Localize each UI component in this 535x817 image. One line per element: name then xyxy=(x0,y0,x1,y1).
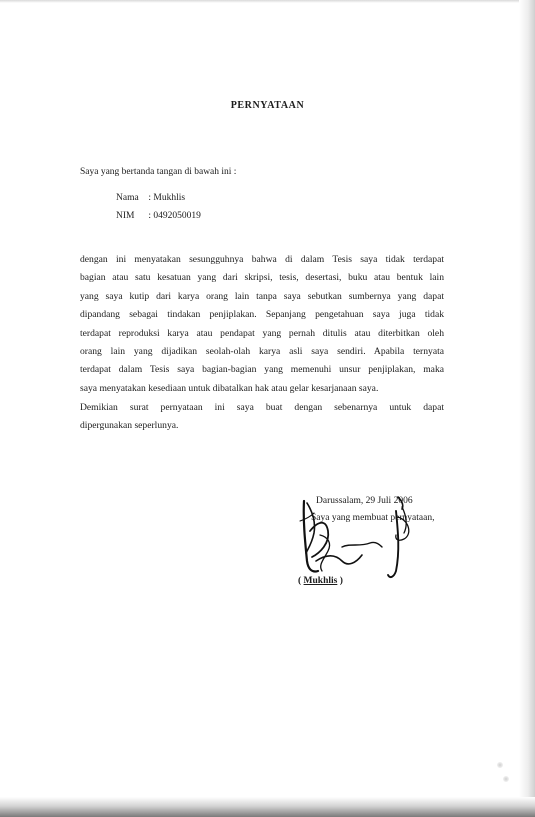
statement-paragraph xyxy=(80,251,444,398)
nim-value: : 0492050019 xyxy=(148,211,201,221)
name-value: : Mukhlis xyxy=(148,193,186,203)
statement-line: bagian atau satu kesatuan yang dari skripsi, tesis, desertasi, buku atau bentuk lain xyxy=(80,272,444,284)
nim-label: NIM xyxy=(116,211,135,221)
statement-line: yang saya kutip dari karya orang lain tanpa saya sebutkan sumbernya yang dapat xyxy=(80,290,444,302)
statement-line: terdapat dalam Tesis saya bagian-bagian yang memenuhi unsur penjiplakan, maka xyxy=(80,364,444,376)
signer-close-paren: ) xyxy=(337,576,343,586)
signer-open-paren: ( xyxy=(298,576,304,586)
name-label: Nama xyxy=(116,193,139,203)
signer-name: Mukhlis xyxy=(303,576,338,586)
signer-name-line xyxy=(298,576,343,586)
statement-line: dengan ini menyatakan sesungguhnya bahwa di dalam Tesis saya tidak terdapat xyxy=(80,254,444,265)
document-title: PERNYATAAN xyxy=(230,100,305,111)
closing-line: dipergunakan seperlunya. xyxy=(80,420,179,432)
intro-text: Saya yang bertanda tangan di bawah ini : xyxy=(80,167,237,177)
handwritten-signature xyxy=(298,491,448,581)
scan-smudge xyxy=(503,776,509,782)
nim-field xyxy=(116,211,201,221)
statement-line: orang lain yang dijadikan seolah-olah karya asli saya sendiri. Apabila ternyata xyxy=(80,346,444,358)
statement-line: terdapat reproduksi karya atau pendapat yang pernah ditulis atau diterbitkan oleh xyxy=(80,327,444,339)
closing-line: Demikian surat pernyataan ini saya buat dengan sebenarnya untuk dapat xyxy=(80,402,444,413)
closing-paragraph xyxy=(80,399,444,436)
statement-line: saya menyatakan kesediaan untuk dibatalkan hak atau gelar kesarjanaan saya. xyxy=(80,382,379,394)
name-field xyxy=(116,193,185,203)
signature-block xyxy=(298,491,498,601)
place-date: Darussalam, 29 Juli 2006 xyxy=(316,496,413,506)
scan-smudge xyxy=(497,762,503,768)
maker-statement: Saya yang membuat pernyataan, xyxy=(311,513,435,523)
statement-line: dipandang sebagai tindakan penjiplakan. Sepanjang pengetahuan saya juga tidak xyxy=(80,309,444,321)
